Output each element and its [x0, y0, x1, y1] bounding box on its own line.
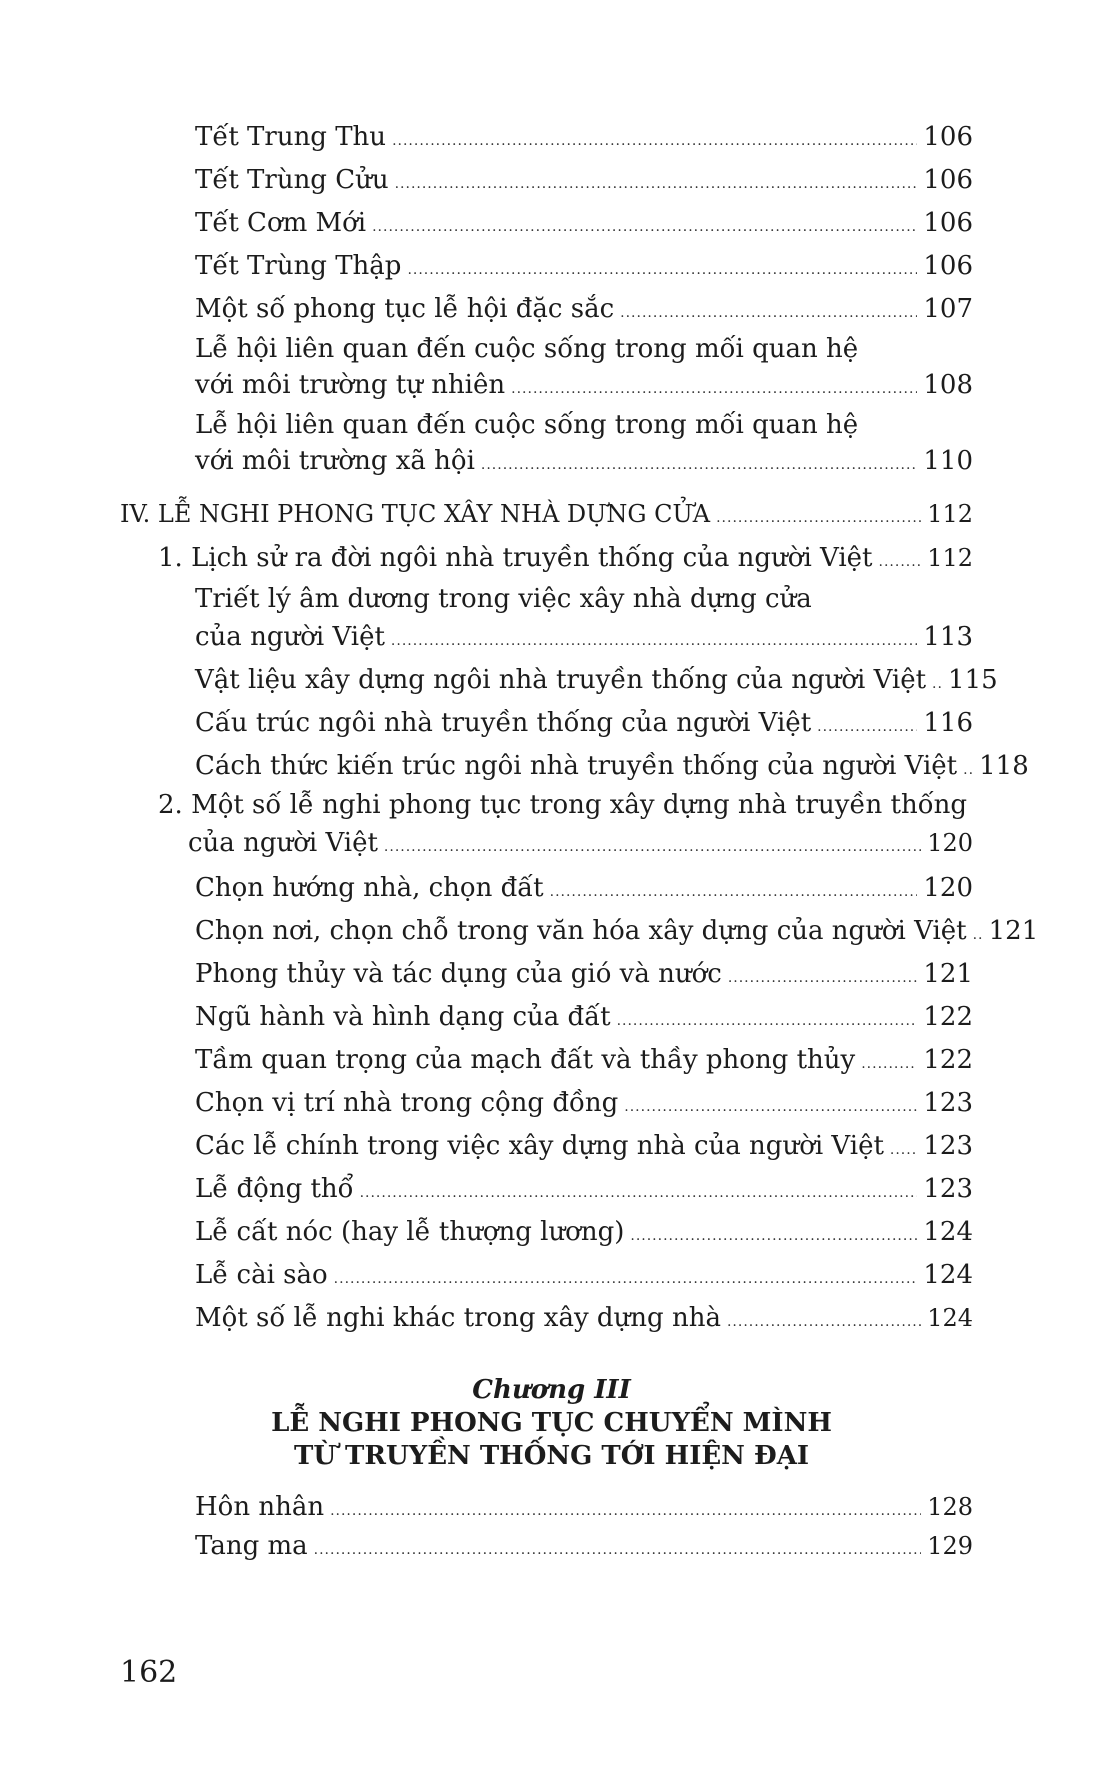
toc-entry-title-line1: Lễ hội liên quan đến cuộc sống trong mối quan hệ: [195, 334, 859, 364]
toc-entry: [0, 1131, 1103, 1161]
toc-entry: [0, 1303, 1103, 1333]
toc-entry-title: Hôn nhân: [195, 1492, 325, 1522]
chapter-label: Chương III: [472, 1375, 631, 1405]
toc-entry-page: 123: [923, 1088, 973, 1118]
toc-subsection-title: 1. Lịch sử ra đời ngôi nhà truyền thống của người Việt: [158, 543, 873, 573]
toc-entry-title: Lễ cài sào: [195, 1260, 328, 1290]
toc-entry: [0, 370, 1103, 400]
toc-entry-title: Lễ cất nóc (hay lễ thượng lương): [195, 1217, 625, 1247]
toc-entry-title-line1: Triết lý âm dương trong việc xây nhà dựng cửa: [195, 584, 812, 614]
dot-leader: [963, 762, 973, 778]
dot-leader: [314, 1542, 922, 1558]
toc-entry-page: 118: [979, 751, 1029, 781]
chapter-title-line1: LỄ NGHI PHONG TỤC CHUYỂN MÌNH: [271, 1408, 832, 1438]
dot-leader: [511, 381, 917, 397]
toc-section-title: IV. LỄ NGHI PHONG TỤC XÂY NHÀ DỰNG CỬA: [120, 500, 711, 528]
toc-entry: [0, 959, 1103, 989]
toc-entry: [0, 1217, 1103, 1247]
dot-leader: [330, 1503, 921, 1519]
toc-entry-page: 121: [988, 916, 1039, 946]
toc-entry-page: 116: [923, 708, 973, 738]
toc-entry: [0, 708, 1103, 738]
dot-leader: [360, 1185, 918, 1201]
toc-entry-page: 124: [927, 1304, 973, 1332]
toc-entry-title: Tết Cơm Mới: [195, 208, 367, 238]
toc-entry-page: 123: [923, 1174, 973, 1204]
toc-entry-title: Tang ma: [195, 1531, 308, 1561]
toc-entry-page: 123: [923, 1131, 973, 1161]
dot-leader: [407, 262, 917, 278]
toc-entry-title-line2: với môi trường xã hội: [195, 446, 475, 476]
dot-leader: [395, 176, 918, 192]
toc-entry: [0, 165, 1103, 195]
dot-leader: [728, 970, 918, 986]
dot-leader: [372, 219, 917, 235]
toc-entry: [0, 873, 1103, 903]
dot-leader: [481, 457, 917, 473]
toc-subsection: [0, 828, 1103, 858]
toc-entry: [0, 916, 1103, 946]
toc-entry-title: Phong thủy và tác dụng của gió và nước: [195, 959, 722, 989]
toc-entry: [0, 1492, 1103, 1522]
toc-section-page: 112: [927, 500, 973, 528]
toc-entry-page: 128: [927, 1493, 973, 1521]
toc-entry: [0, 1531, 1103, 1561]
toc-section: [0, 500, 1103, 528]
dot-leader: [861, 1056, 917, 1072]
toc-subsection-title-line2: của người Việt: [188, 828, 378, 858]
toc-subsection-page: 120: [927, 829, 973, 857]
toc-entry-title: Tết Trung Thu: [195, 122, 387, 152]
toc-entry-page: 113: [923, 622, 973, 652]
toc-entry-title: Ngũ hành và hình dạng của đất: [195, 1002, 611, 1032]
toc-entry-page: 106: [923, 122, 973, 152]
dot-leader: [392, 133, 917, 149]
toc-entry-page: 107: [923, 294, 973, 324]
dot-leader: [932, 676, 942, 692]
toc-entry-title-line2: của người Việt: [195, 622, 385, 652]
toc-entry-title: Vật liệu xây dựng ngôi nhà truyền thống của người Việt: [195, 665, 927, 695]
toc-entry-title-line1: Lễ hội liên quan đến cuộc sống trong mối quan hệ: [195, 410, 859, 440]
dot-leader: [630, 1228, 917, 1244]
dot-leader: [391, 633, 917, 649]
toc-entry: [0, 446, 1103, 476]
toc-entry-title: Tết Trùng Cửu: [195, 165, 389, 195]
toc-subsection: [0, 543, 1103, 573]
dot-leader: [890, 1142, 917, 1158]
dot-leader: [384, 839, 921, 855]
dot-leader: [334, 1271, 918, 1287]
dot-leader: [617, 1013, 918, 1029]
toc-entry-title-line2: với môi trường tự nhiên: [195, 370, 506, 400]
dot-leader: [550, 884, 918, 900]
toc-entry-page: 108: [923, 370, 973, 400]
dot-leader: [817, 719, 917, 735]
toc-entry-title: Một số lễ nghi khác trong xây dựng nhà: [195, 1303, 721, 1333]
toc-entry-page: 129: [927, 1532, 973, 1560]
page-number: 162: [120, 1655, 178, 1690]
toc-entry-title: Các lễ chính trong việc xây dựng nhà của người Việt: [195, 1131, 884, 1161]
toc-entry-page: 106: [923, 208, 973, 238]
toc-entry: [0, 1174, 1103, 1204]
toc-entry: [0, 1002, 1103, 1032]
toc-entry-title: Chọn vị trí nhà trong cộng đồng: [195, 1088, 619, 1118]
dot-leader: [624, 1099, 917, 1115]
toc-entry: [0, 1045, 1103, 1075]
chapter-title-line2: TỪ TRUYỀN THỐNG TỚI HIỆN ĐẠI: [293, 1441, 810, 1471]
toc-entry: [0, 1260, 1103, 1290]
toc-subsection-page: 112: [927, 544, 973, 572]
toc-entry-title: Chọn nơi, chọn chỗ trong văn hóa xây dựng của người Việt: [195, 916, 967, 946]
toc-entry-page: 110: [923, 446, 973, 476]
toc-entry-title: Cấu trúc ngôi nhà truyền thống của người Việt: [195, 708, 812, 738]
toc-entry-page: 122: [923, 1045, 973, 1075]
toc-subsection-title-line1: 2. Một số lễ nghi phong tục trong xây dựng nhà truyền thống: [158, 790, 967, 820]
toc-entry-page: 120: [923, 873, 973, 903]
toc-entry-title: Một số phong tục lễ hội đặc sắc: [195, 294, 615, 324]
toc-entry: [0, 122, 1103, 152]
toc-entry-page: 124: [923, 1260, 973, 1290]
dot-leader: [620, 305, 917, 321]
dot-leader: [879, 554, 922, 570]
toc-entry: [0, 208, 1103, 238]
toc-entry-title: Lễ động thổ: [195, 1174, 354, 1204]
toc-entry-page: 106: [923, 165, 973, 195]
toc-entry: [0, 751, 1103, 781]
toc-entry: [0, 1088, 1103, 1118]
toc-entry: [0, 251, 1103, 281]
toc-entry-title: Tầm quan trọng của mạch đất và thầy phong thủy: [195, 1045, 856, 1075]
toc-entry: [0, 294, 1103, 324]
toc-entry: [0, 665, 1103, 695]
toc-entry-title: Cách thức kiến trúc ngôi nhà truyền thống của người Việt: [195, 751, 958, 781]
toc-entry-page: 121: [923, 959, 973, 989]
toc-entry-page: 122: [923, 1002, 973, 1032]
dot-leader: [727, 1314, 921, 1330]
dot-leader: [973, 927, 983, 943]
toc-entry-page: 115: [948, 665, 998, 695]
toc-entry: [0, 622, 1103, 652]
toc-entry-title: Tết Trùng Thập: [195, 251, 402, 281]
toc-entry-page: 124: [923, 1217, 973, 1247]
toc-entry-page: 106: [923, 251, 973, 281]
toc-entry-title: Chọn hướng nhà, chọn đất: [195, 873, 544, 903]
dot-leader: [716, 510, 921, 526]
